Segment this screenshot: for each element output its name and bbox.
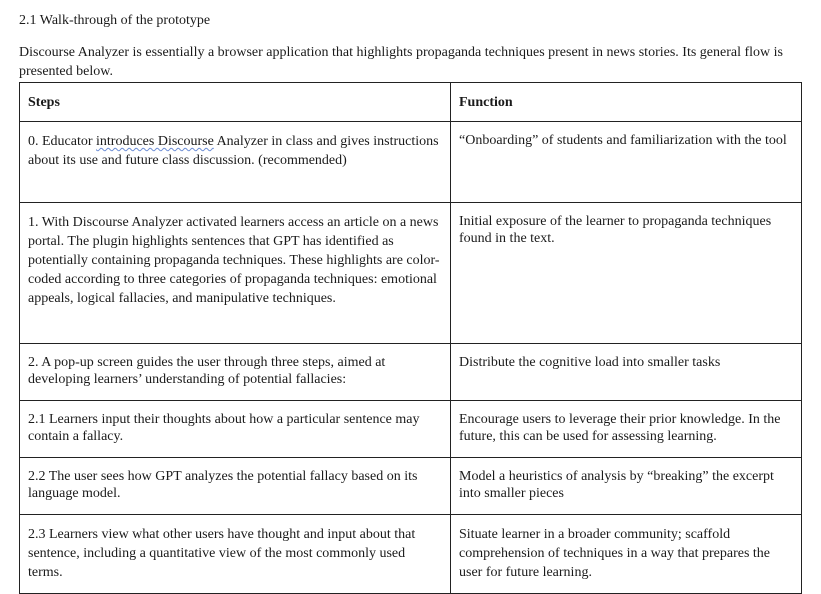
table-row bbox=[20, 203, 802, 344]
function-cell: Model a heuristics of analysis by “breaking” the excerpt into smaller pieces bbox=[451, 458, 802, 515]
step-cell bbox=[20, 122, 451, 203]
walkthrough-table bbox=[19, 82, 802, 594]
table-row bbox=[20, 344, 802, 401]
step-cell: 1. With Discourse Analyzer activated learners access an article on a news portal. The plugin highlights sentences that GPT has identified as potentially containing propaganda techniques. These highlights are color-coded according to three categories of propaganda techniques: emotional appeals, logical fallacies, and manipulative techniques. bbox=[20, 203, 451, 344]
function-cell: Situate learner in a broader community; scaffold comprehension of techniques in a way that prepares the user for future learning. bbox=[451, 515, 802, 594]
function-cell: Initial exposure of the learner to propaganda techniques found in the text. bbox=[451, 203, 802, 344]
step-cell: 2.3 Learners view what other users have thought and input about that sentence, including a quantitative view of the most commonly used terms. bbox=[20, 515, 451, 594]
step-cell: 2.1 Learners input their thoughts about how a particular sentence may contain a fallacy. bbox=[20, 401, 451, 458]
function-cell: “Onboarding” of students and familiarization with the tool bbox=[451, 122, 802, 203]
step-text-pre: 0. Educator bbox=[28, 134, 97, 149]
step-text-post: Analyzer in class and gives instructions about its use and future class discussion. (recommended) bbox=[28, 134, 439, 168]
spellcheck-flagged-text: introduces Discourse bbox=[96, 134, 214, 149]
function-cell: Encourage users to leverage their prior knowledge. In the future, this can be used for assessing learning. bbox=[451, 401, 802, 458]
table-row bbox=[20, 401, 802, 458]
table-header-row bbox=[20, 83, 802, 122]
step-cell: 2. A pop-up screen guides the user through three steps, aimed at developing learners’ understanding of potential fallacies: bbox=[20, 344, 451, 401]
header-steps: Steps bbox=[20, 83, 451, 122]
section-heading: 2.1 Walk-through of the prototype bbox=[19, 13, 211, 28]
table-row bbox=[20, 515, 802, 594]
table-row bbox=[20, 122, 802, 203]
table-row bbox=[20, 458, 802, 515]
function-cell: Distribute the cognitive load into smaller tasks bbox=[451, 344, 802, 401]
step-cell: 2.2 The user sees how GPT analyzes the potential fallacy based on its language model. bbox=[20, 458, 451, 515]
header-function: Function bbox=[451, 83, 802, 122]
intro-paragraph: Discourse Analyzer is essentially a browser application that highlights propaganda techniques present in news stories. Its general flow is presented below. bbox=[19, 45, 783, 79]
